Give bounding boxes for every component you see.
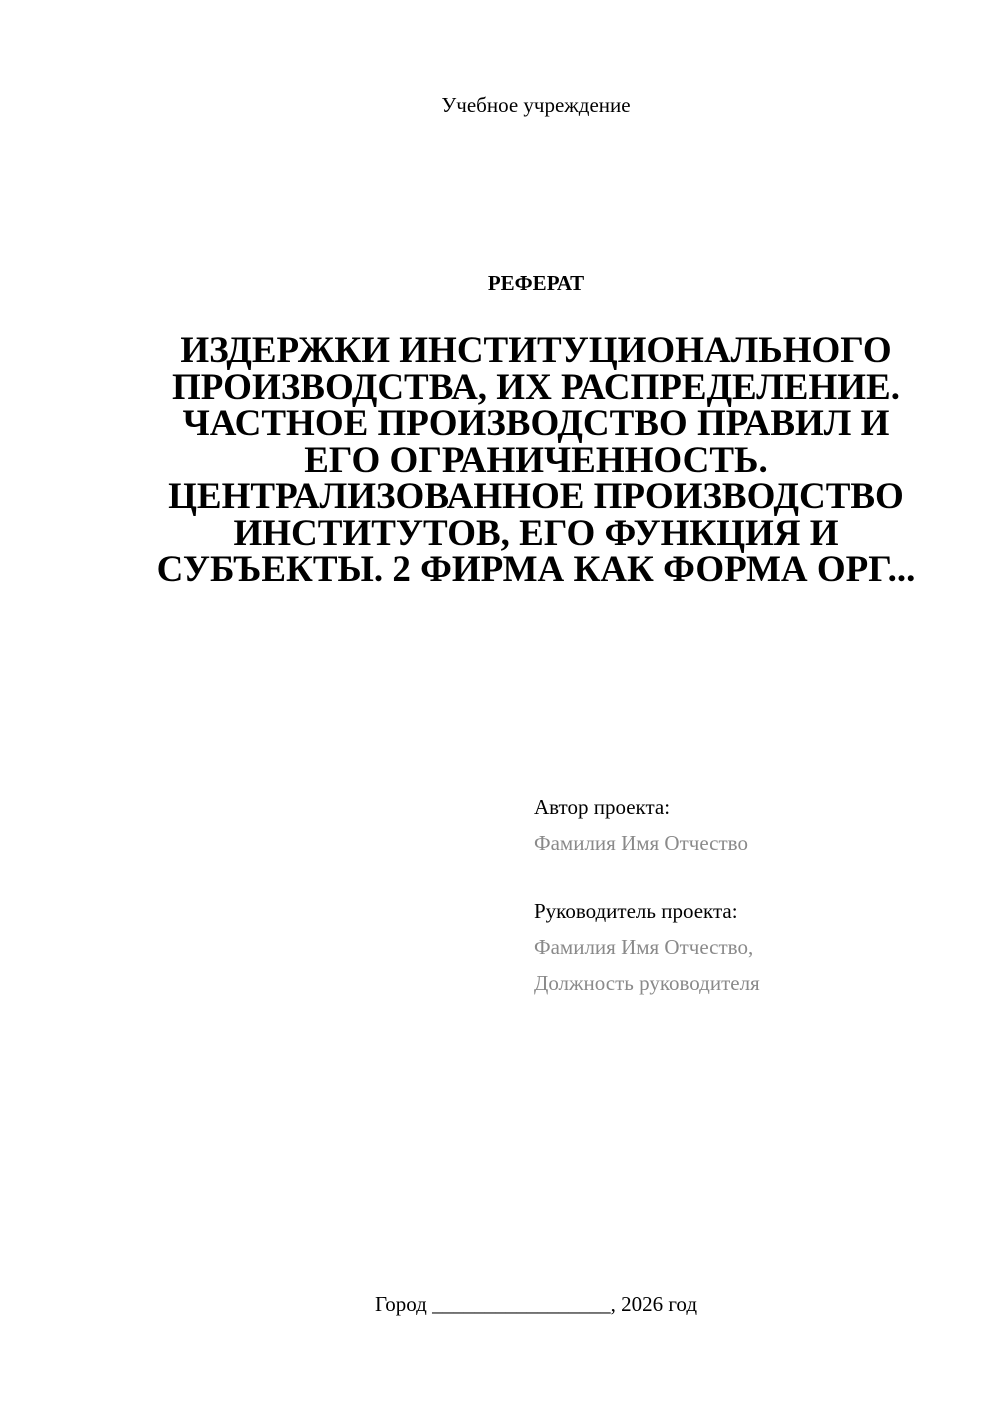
author-block <box>534 789 974 1001</box>
document-title: ИЗДЕРЖКИ ИНСТИТУЦИОНАЛЬНОГО ПРОИЗВОДСТВА, ИХ РАСПРЕДЕЛЕНИЕ. ЧАСТНОЕ ПРОИЗВОДСТВО ПРАВИЛ И ЕГО ОГРАНИЧЕННОСТЬ. ЦЕНТРАЛИЗОВАННОЕ ПРОИЗВОДСТВО ИНСТИТУТОВ, ЕГО ФУНКЦИЯ И СУБЪЕКТЫ. 2 ФИРМА КАК ФОРМА ОРГ... <box>156 330 916 590</box>
supervisor-label: Руководитель проекта: <box>534 899 738 923</box>
author-label: Автор проекта: <box>534 795 671 819</box>
author-name: Фамилия Имя Отчество <box>534 831 748 855</box>
supervisor-name: Фамилия Имя Отчество, <box>534 935 754 959</box>
city-year-footer: Город _________________, 2026 год <box>374 1292 698 1316</box>
supervisor-position: Должность руководителя <box>534 971 760 995</box>
institution-name: Учебное учреждение <box>441 93 631 117</box>
document-type-label: РЕФЕРАТ <box>487 271 585 295</box>
author-block-spacer <box>534 861 974 893</box>
